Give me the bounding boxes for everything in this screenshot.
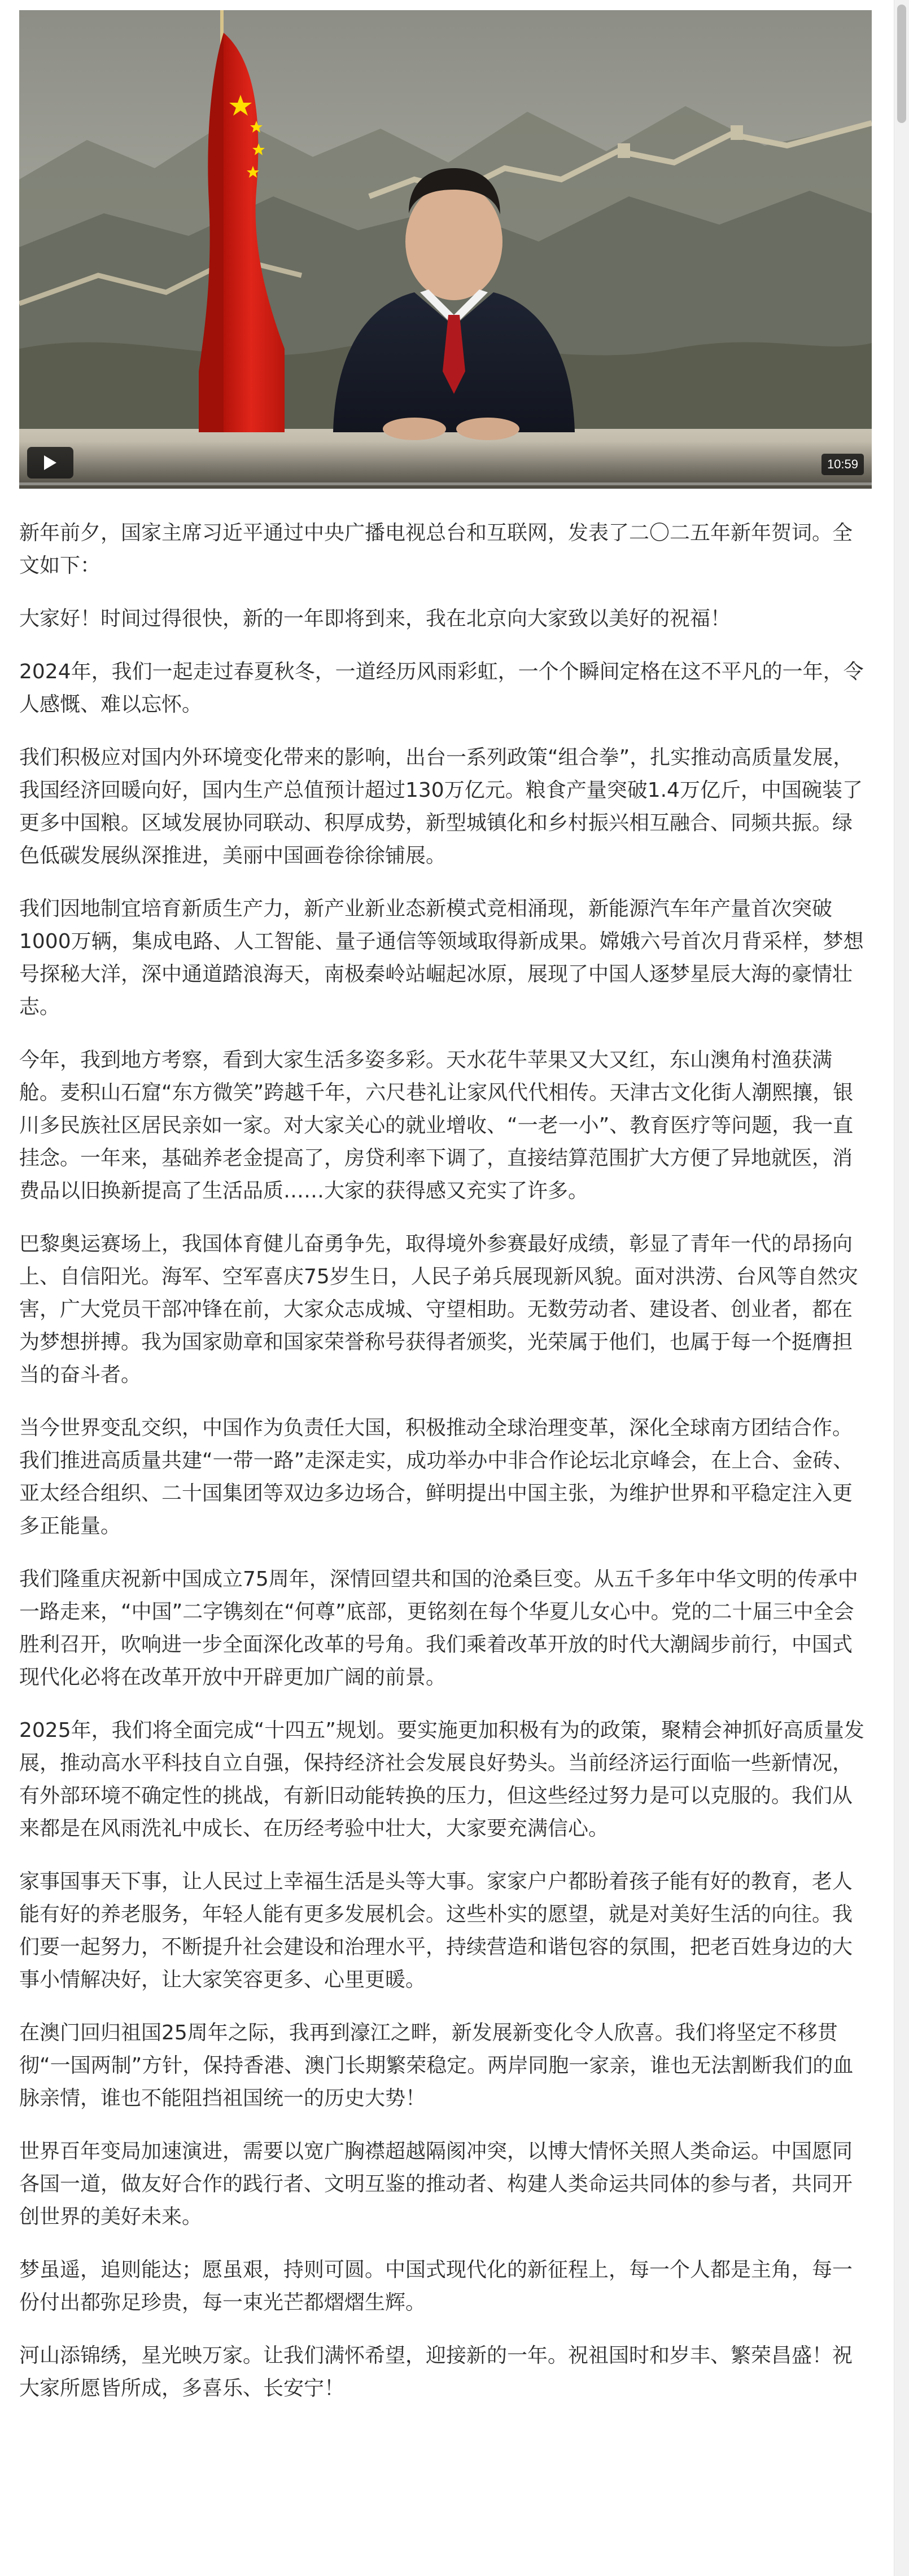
video-player[interactable] <box>19 10 872 489</box>
play-button[interactable] <box>27 447 73 479</box>
scrollbar[interactable] <box>894 0 909 2576</box>
article-paragraph: 当今世界变乱交织，中国作为负责任大国，积极推动全球治理变革，深化全球南方团结合作。我们推进高质量共建“一带一路”走深走实，成功举办中非合作论坛北京峰会，在上合、金砖、亚太经合组织、二十国集团等双边多边场合，鲜明提出中国主张，为维护世界和平稳定注入更多正能量。 <box>19 1416 854 1538</box>
article-paragraph: 河山添锦绣，星光映万家。让我们满怀希望，迎接新的一年。祝祖国时和岁丰、繁荣昌盛！祝大家所愿皆所成，多喜乐、长安宁！ <box>19 2344 853 2400</box>
article-paragraph: 今年，我到地方考察，看到大家生活多姿多彩。天水花牛苹果又大又红，东山澳角村渔获满舱。麦积山石窟“东方微笑”跨越千年，六尺巷礼让家风代代相传。天津古文化街人潮熙攘，银川多民族社区居民亲如一家。对大家关心的就业增收、“一老一小”、教育医疗等问题，我一直挂念。一年来，基础养老金提高了，房贷利率下调了，直接结算范围扩大方便了异地就医，消费品以旧换新提高了生活品质……大家的获得感又充实了许多。 <box>19 1048 854 1203</box>
video-progress-bar[interactable] <box>19 482 872 485</box>
article-paragraph: 我们积极应对国内外环境变化带来的影响，出台一系列政策“组合拳”，扎实推动高质量发展，我国经济回暖向好，国内生产总值预计超过130万亿元。粮食产量突破1.4万亿斤，中国碗装了更多中国粮。区域发展协同联动、积厚成势，新型城镇化和乡村振兴相互融合、同频共振。绿色低碳发展纵深推进，美丽中国画卷徐徐铺展。 <box>19 746 863 867</box>
article-paragraph: 2025年，我们将全面完成“十四五”规划。要实施更加积极有为的政策，聚精会神抓好高质量发展，推动高水平科技自立自强，保持经济社会发展良好势头。当前经济运行面临一些新情况，有外部环境不确定性的挑战，有新旧动能转换的压力，但这些经过努力是可以克服的。我们从来都是在风雨洗礼中成长、在历经考验中壮大，大家要充满信心。 <box>19 1719 864 1840</box>
video-duration: 10:59 <box>821 454 864 475</box>
article-paragraph: 2024年，我们一起走过春夏秋冬，一道经历风雨彩虹，一个个瞬间定格在这不平凡的一年，令人感慨、难以忘怀。 <box>19 660 864 716</box>
scrollbar-thumb[interactable] <box>897 5 906 123</box>
video-frame <box>19 10 872 489</box>
article-paragraph: 我们隆重庆祝新中国成立75周年，深情回望共和国的沧桑巨变。从五千多年中华文明的传承中一路走来，“中国”二字镌刻在“何尊”底部，更铭刻在每个华夏儿女心中。党的二十届三中全会胜利召开，吹响进一步全面深化改革的号角。我们乘着改革开放的时代大潮阔步前行，中国式现代化必将在改革开放中开辟更加广阔的前景。 <box>19 1568 858 1689</box>
article-paragraph: 梦虽遥，追则能达；愿虽艰，持则可圆。中国式现代化的新征程上，每一个人都是主角，每一份付出都弥足珍贵，每一束光芒都熠熠生辉。 <box>19 2258 853 2314</box>
article-paragraph: 大家好！时间过得很快，新的一年即将到来，我在北京向大家致以美好的祝福！ <box>19 607 731 630</box>
article-paragraph: 世界百年变局加速演进，需要以宽广胸襟超越隔阂冲突，以博大情怀关照人类命运。中国愿同各国一道，做友好合作的践行者、文明互鉴的推动者、构建人类命运共同体的参与者，共同开创世界的美好未来。 <box>19 2140 853 2228</box>
article-paragraph: 巴黎奥运赛场上，我国体育健儿奋勇争先，取得境外参赛最好成绩，彰显了青年一代的昂扬向上、自信阳光。海军、空军喜庆75岁生日，人民子弟兵展现新风貌。面对洪涝、台风等自然灾害，广大党员干部冲锋在前，大家众志成城、守望相助。无数劳动者、建设者、创业者，都在为梦想拼搏。我为国家勋章和国家荣誉称号获得者颁奖，光荣属于他们，也属于每一个挺膺担当的奋斗者。 <box>19 1232 858 1386</box>
video-controls <box>19 441 872 489</box>
article-paragraph: 家事国事天下事，让人民过上幸福生活是头等大事。家家户户都盼着孩子能有好的教育，老人能有好的养老服务，年轻人能有更多发展机会。这些朴实的愿望，就是对美好生活的向往。我们要一起努力，不断提升社会建设和治理水平，持续营造和谐包容的氛围，把老百姓身边的大事小情解决好，让大家笑容更多、心里更暖。 <box>19 1870 853 1991</box>
article-paragraph: 新年前夕，国家主席习近平通过中央广播电视总台和互联网，发表了二〇二五年新年贺词。全文如下： <box>19 521 853 577</box>
article-body <box>19 517 872 2425</box>
article-paragraph: 我们因地制宜培育新质生产力，新产业新业态新模式竞相涌现，新能源汽车年产量首次突破1000万辆，集成电路、人工智能、量子通信等领域取得新成果。嫦娥六号首次月背采样，梦想号探秘大洋，深中通道踏浪海天，南极秦岭站崛起冰原，展现了中国人逐梦星辰大海的豪情壮志。 <box>19 897 864 1019</box>
play-icon <box>43 454 58 471</box>
article-paragraph: 在澳门回归祖国25周年之际，我再到濠江之畔，新发展新变化令人欣喜。我们将坚定不移贯彻“一国两制”方针，保持香港、澳门长期繁荣稳定。两岸同胞一家亲，谁也无法割断我们的血脉亲情，谁也不能阻挡祖国统一的历史大势！ <box>19 2021 854 2110</box>
